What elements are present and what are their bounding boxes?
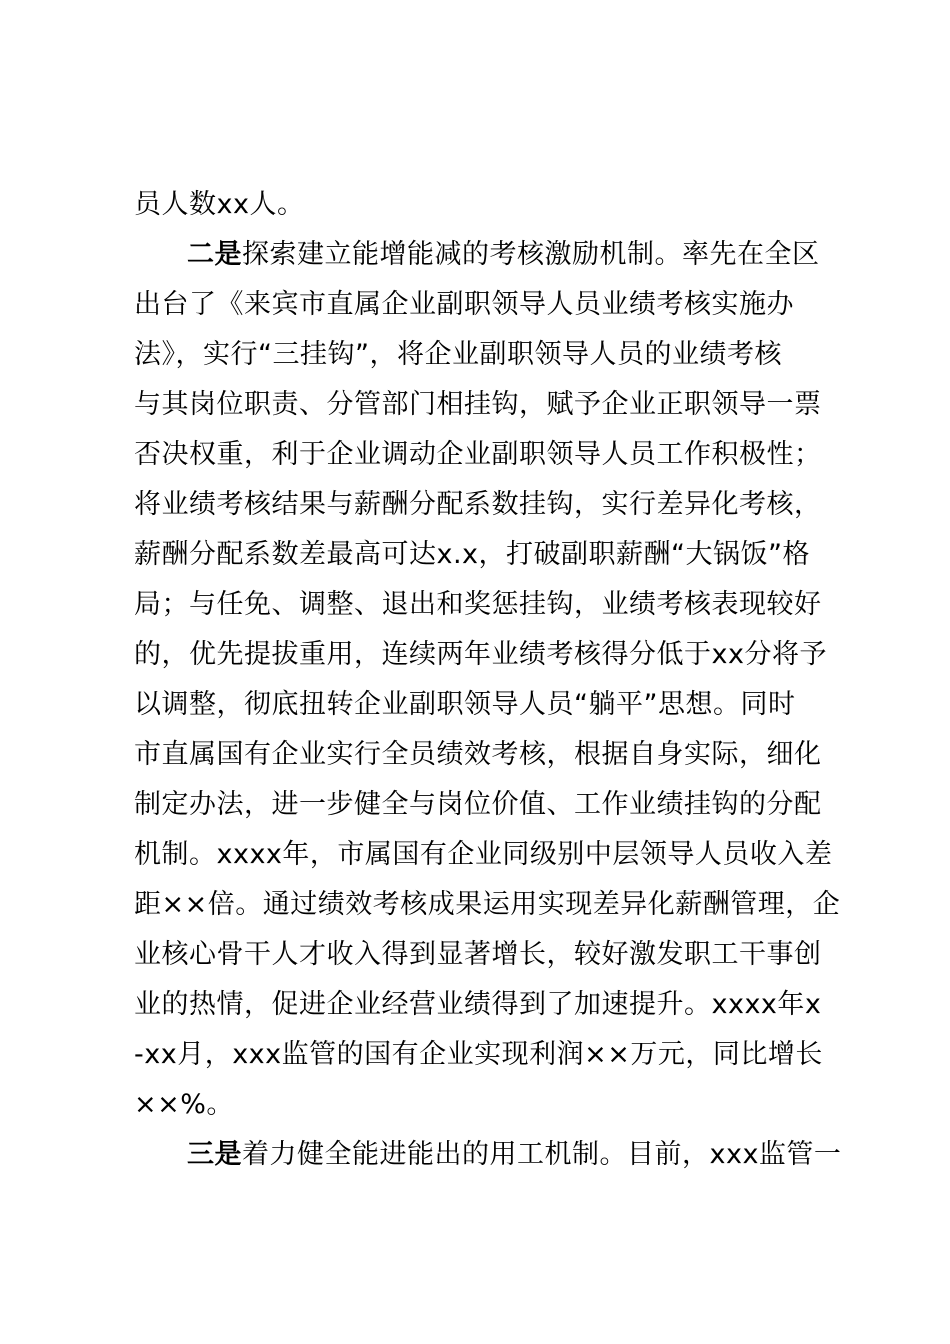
text-line-5: 与其岗位职责、分管部门相挂钩，赋予企业正职领导一票	[134, 389, 822, 420]
text-line-20: 着力健全能进能出的用工机制。目前，xxx监管一	[242, 1139, 842, 1170]
text-line-16: 业核心骨干人才收入得到显著增长，较好激发职工干事创	[134, 939, 822, 970]
text-line-13: 制定办法，进一步健全与岗位价值、工作业绩挂钩的分配	[134, 789, 822, 820]
text-line-7: 将业绩考核结果与薪酬分配系数挂钩，实行差异化考核，	[134, 489, 822, 520]
text-line-9: 局；与任免、调整、退出和奖惩挂钩，业绩考核表现较好	[134, 589, 822, 620]
text-line-17: 业的热情，促进企业经营业绩得到了加速提升。xxxx年x	[134, 989, 822, 1020]
text-line-19: ××%。	[134, 1089, 234, 1120]
text-line-18: -xx月，xxx监管的国有企业实现利润××万元，同比增长	[134, 1039, 823, 1070]
paragraph-three-first-line	[187, 1139, 841, 1171]
text-line-10: 的，优先提拔重用，连续两年业绩考核得分低于xx分将予	[134, 639, 827, 670]
text-line-14: 机制。xxxx年，市属国有企业同级别中层领导人员收入差	[134, 839, 833, 870]
text-line-11: 以调整，彻底扭转企业副职领导人员“躺平”思想。同时	[134, 689, 796, 720]
bold-lead-second: 二是	[187, 239, 242, 270]
text-line-15: 距××倍。通过绩效考核成果运用实现差异化薪酬管理，企	[134, 889, 841, 920]
text-line-2: 探索建立能增能减的考核激励机制。率先在全区	[242, 239, 820, 270]
bold-lead-third: 三是	[187, 1139, 242, 1170]
paragraph-two-first-line	[187, 239, 820, 271]
text-line-4: 法》，实行“三挂钩”，将企业副职领导人员的业绩考核	[134, 339, 782, 370]
text-line-8: 薪酬分配系数差最高可达x.x，打破副职薪酬“大锅饭”格	[134, 539, 811, 570]
text-line-1: 员人数xx人。	[134, 189, 305, 220]
text-line-3: 出台了《来宾市直属企业副职领导人员业绩考核实施办	[134, 289, 794, 320]
text-line-12: 市直属国有企业实行全员绩效考核，根据自身实际，细化	[134, 739, 822, 770]
text-line-6: 否决权重，利于企业调动企业副职领导人员工作积极性；	[134, 439, 822, 470]
